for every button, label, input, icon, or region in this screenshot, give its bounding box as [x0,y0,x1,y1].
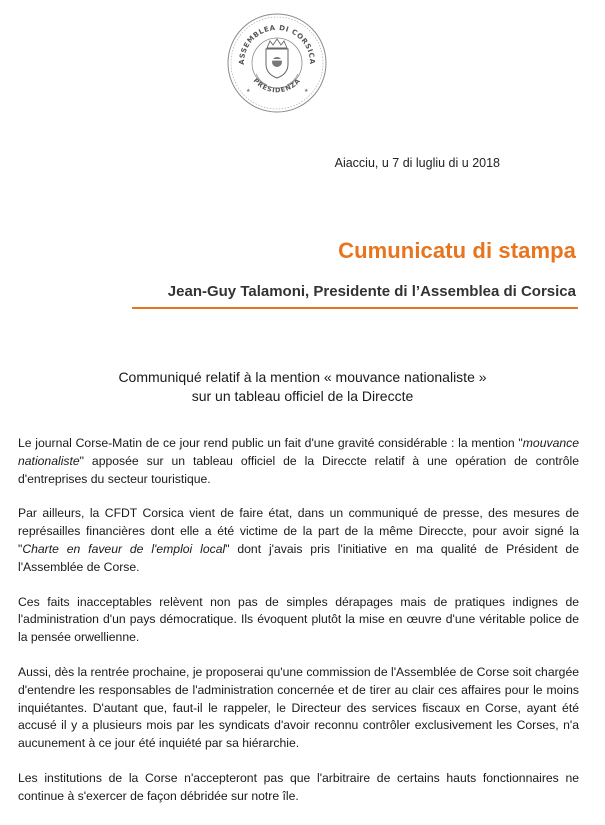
paragraph-2 [18,505,579,576]
svg-text:★: ★ [246,88,251,94]
assembly-seal-logo [226,12,328,114]
communique-body [18,435,579,823]
press-release-subtitle: Jean-Guy Talamoni, Presidente di l’Assemblea di Corsica [167,283,576,300]
svg-text:ASSEMBLEA DI CORSICA: ASSEMBLEA DI CORSICA [237,23,317,65]
paragraph-4: Aussi, dès la rentrée prochaine, je proposerai qu'une commission de l'Assemblée de Corse soit chargée d'entendre les responsables de l'administration concernée et de tirer au clair ces affaires pour le moins inquiétantes. D'autant que, faut-il le rappeler, le Directeur des services fiscaux en Corse, ayant été accusé il y a plusieurs mois par les syndicats d'avoir reconnu contrôler exclusivement les Corses, n'a aucunement à ce jour été inquiété par sa hiérarchie. [18,664,579,751]
paragraph-3: Ces faits inacceptables relèvent non pas de simples dérapages mais de pratiques indignes de l'administration d'un pays démocratique. Ils évoquent plutôt la mise en œuvre d'une véritable police de la pensée orwellienne. [18,594,579,645]
communique-heading [20,368,585,406]
paragraph-2-text-a: Par ailleurs, la CFDT Corsica vient de faire état, dans un communiqué de presse, des mesures de représailles financières dont elle a été victime de la part de la même Direccte, pour avoir signé la " [18,506,579,556]
svg-text:★: ★ [304,88,309,94]
title-divider [132,307,578,309]
paragraph-1-emphasis: mouvance nationaliste [18,436,579,468]
heading-line-2: sur un tableau officiel de la Direccte [191,388,414,404]
paragraph-1 [18,435,579,488]
paragraph-5: Les institutions de la Corse n'accepteront pas que l'arbitraire de certains hauts fonctionnaires ne continue à s'exercer de façon débridée sur notre île. [18,770,579,803]
heading-line-1: Communiqué relatif à la mention « mouvance nationaliste » [118,369,487,385]
paragraph-2-text-b: " dont j'avais pris l'initiative en ma qualité de Président de l'Assemblée de Corse. [18,541,579,574]
svg-text:PRESIDENZA: PRESIDENZA [251,76,303,95]
paragraph-2-emphasis: Charte en faveur de l'emploi local [22,541,226,556]
paragraph-1-text-a: Le journal Corse-Matin de ce jour rend public un fait d'une gravité considérable : la mention " [18,436,523,450]
press-release-title: Cumunicatu di stampa [338,238,576,263]
dateline: Aiacciu, u 7 di lugliu di u 2018 [334,156,500,170]
paragraph-1-text-b: " apposée sur un tableau officiel de la Direccte relatif à une opération de contrôle d'entreprises du secteur touristique. [18,453,579,486]
